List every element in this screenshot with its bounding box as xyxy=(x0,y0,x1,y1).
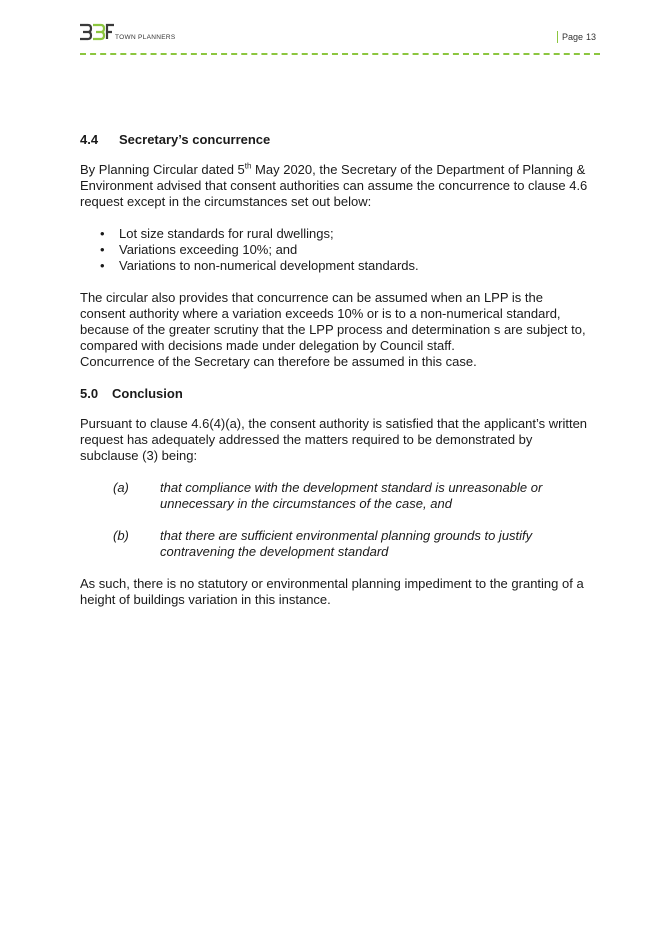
criteria-item xyxy=(80,528,592,560)
section-number: 4.4 xyxy=(80,132,99,147)
page-divider xyxy=(557,31,558,43)
page-number-value: 13 xyxy=(585,32,596,42)
company-logo xyxy=(78,22,175,42)
page-number xyxy=(557,31,596,43)
document-body xyxy=(80,132,592,624)
section-heading-5-0 xyxy=(80,386,592,402)
criteria-label: (b) xyxy=(113,528,129,543)
logo-mark-icon xyxy=(78,22,114,42)
criteria-text: that compliance with the development standard is unreasonable or unnecessary in the circumstances of the case, and xyxy=(160,480,543,511)
list-item: • Variations to non-numerical development standards. xyxy=(80,258,592,274)
page-label: Page xyxy=(561,32,583,42)
paragraph: Concurrence of the Secretary can therefore be assumed in this case. xyxy=(80,354,477,369)
section-heading-4-4 xyxy=(80,132,592,148)
paragraph-text: By Planning Circular dated 5 xyxy=(80,162,245,177)
header-dashed-rule xyxy=(80,53,600,55)
section-title: Secretary’s concurrence xyxy=(119,132,271,147)
paragraph-text: May 2020, the Secretary of the Department of Planning & Environment advised that consent authorities can assume the concurrence to clause 4.6 request except in the circumstances set out below: xyxy=(80,162,588,209)
bullet-list xyxy=(80,226,592,274)
criteria-list xyxy=(80,480,592,560)
paragraph: As such, there is no statutory or environmental planning impediment to the granting of a height of buildings variation in this instance. xyxy=(80,576,584,607)
paragraph xyxy=(80,162,592,210)
criteria-text: that there are sufficient environmental planning grounds to justify contravening the development standard xyxy=(160,528,533,559)
criteria-item xyxy=(80,480,592,512)
paragraph: Pursuant to clause 4.6(4)(a), the consent authority is satisfied that the applicant’s written request has adequately addressed the matters required to be demonstrated by subclause (3) being: xyxy=(80,416,588,463)
superscript: th xyxy=(244,161,252,171)
logo-text: TOWN PLANNERS xyxy=(115,34,176,41)
list-item: • Lot size standards for rural dwellings; xyxy=(80,226,592,242)
paragraph: The circular also provides that concurrence can be assumed when an LPP is the consent authority where a variation exceeds 10% or is to a non-numerical standard, because of the greater scrutiny that the LPP process and determination s are subject to, compared with decisions made under delegation by Council staff. xyxy=(80,290,586,353)
list-item: • Variations exceeding 10%; and xyxy=(80,242,592,258)
section-number: 5.0 xyxy=(80,386,99,401)
section-title: Conclusion xyxy=(112,386,183,401)
page-header xyxy=(0,0,666,60)
criteria-label: (a) xyxy=(113,480,129,495)
